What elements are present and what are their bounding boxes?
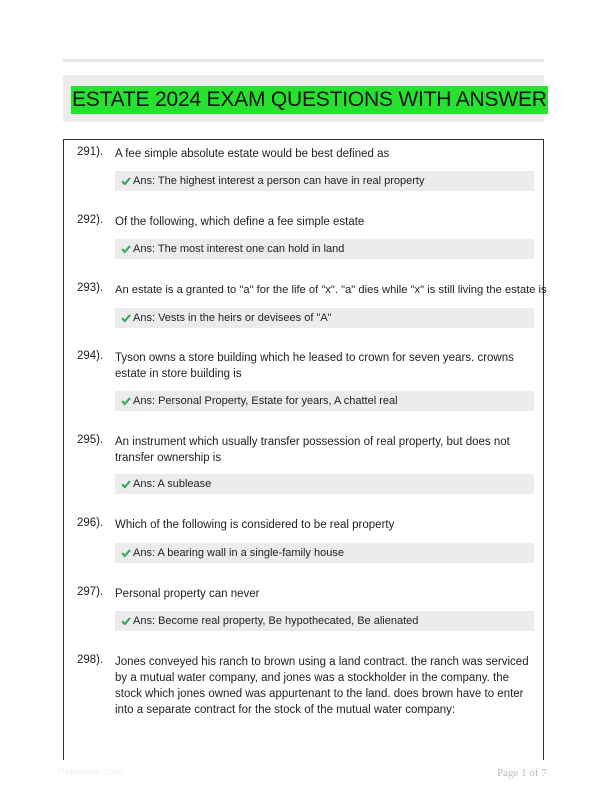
question-number: 296). [77, 517, 104, 529]
check-icon [121, 313, 131, 323]
question-text: A fee simple absolute estate would be best defined as [115, 148, 390, 160]
answer-text: Ans: Personal Property, Estate for years, A chattel real [133, 395, 398, 407]
check-icon [121, 479, 131, 489]
question-number: 295). [77, 434, 104, 446]
answer-box [115, 391, 534, 411]
page-title: ESTATE 2024 EXAM QUESTIONS WITH ANSWER [71, 86, 548, 114]
question-text: Tyson owns a store building which he leased to crown for seven years. crowns estate in store building is [115, 352, 514, 380]
answer-text: Ans: Vests in the heirs or devisees of "A" [133, 312, 332, 324]
question-text: Of the following, which define a fee simple estate [115, 216, 365, 228]
answer-box [115, 171, 534, 191]
answer-box [115, 308, 534, 328]
check-icon [121, 616, 131, 626]
questions-panel [63, 139, 547, 760]
question-number: 298). [77, 654, 104, 666]
question-number: 291). [77, 146, 104, 158]
answer-box [115, 543, 534, 563]
answer-text: Ans: A bearing wall in a single-family house [133, 547, 344, 559]
answer-text: Ans: A sublease [133, 478, 212, 490]
question-number: 293). [77, 282, 104, 294]
answer-text: Ans: The highest interest a person can have in real property [133, 175, 425, 187]
answer-text: Ans: Become real property, Be hypothecated, Be alienated [133, 615, 419, 627]
answer-text: Ans: The most interest one can hold in land [133, 243, 345, 255]
check-icon [121, 176, 131, 186]
page-number: Page 1 of 7 [497, 767, 547, 779]
question-text: An estate is a granted to "a" for the life of "x". "a" dies while "x" is still living the estate is [115, 284, 547, 296]
top-divider [63, 59, 544, 62]
answer-box [115, 474, 534, 494]
question-text: Personal property can never [115, 588, 260, 600]
question-text: Which of the following is considered to be real property [115, 519, 395, 531]
footer-watermark: Paperbite.com [58, 767, 123, 778]
check-icon [121, 396, 131, 406]
question-number: 292). [77, 214, 104, 226]
question-number: 294). [77, 350, 104, 362]
question-text: Jones conveyed his ranch to brown using a land contract. the ranch was serviced by a mutual water company, and jones was a stockholder in the company. the stock which jones owned was appurtenant to the land. does brown have to enter into a separate contract for the stock of the mutual water company: [115, 656, 529, 716]
question-text: An instrument which usually transfer possession of real property, but does not transfer ownership is [115, 436, 510, 464]
check-icon [121, 244, 131, 254]
title-banner [63, 75, 547, 122]
check-icon [121, 548, 131, 558]
question-number: 297). [77, 586, 104, 598]
answer-box [115, 611, 534, 631]
answer-box [115, 239, 534, 259]
